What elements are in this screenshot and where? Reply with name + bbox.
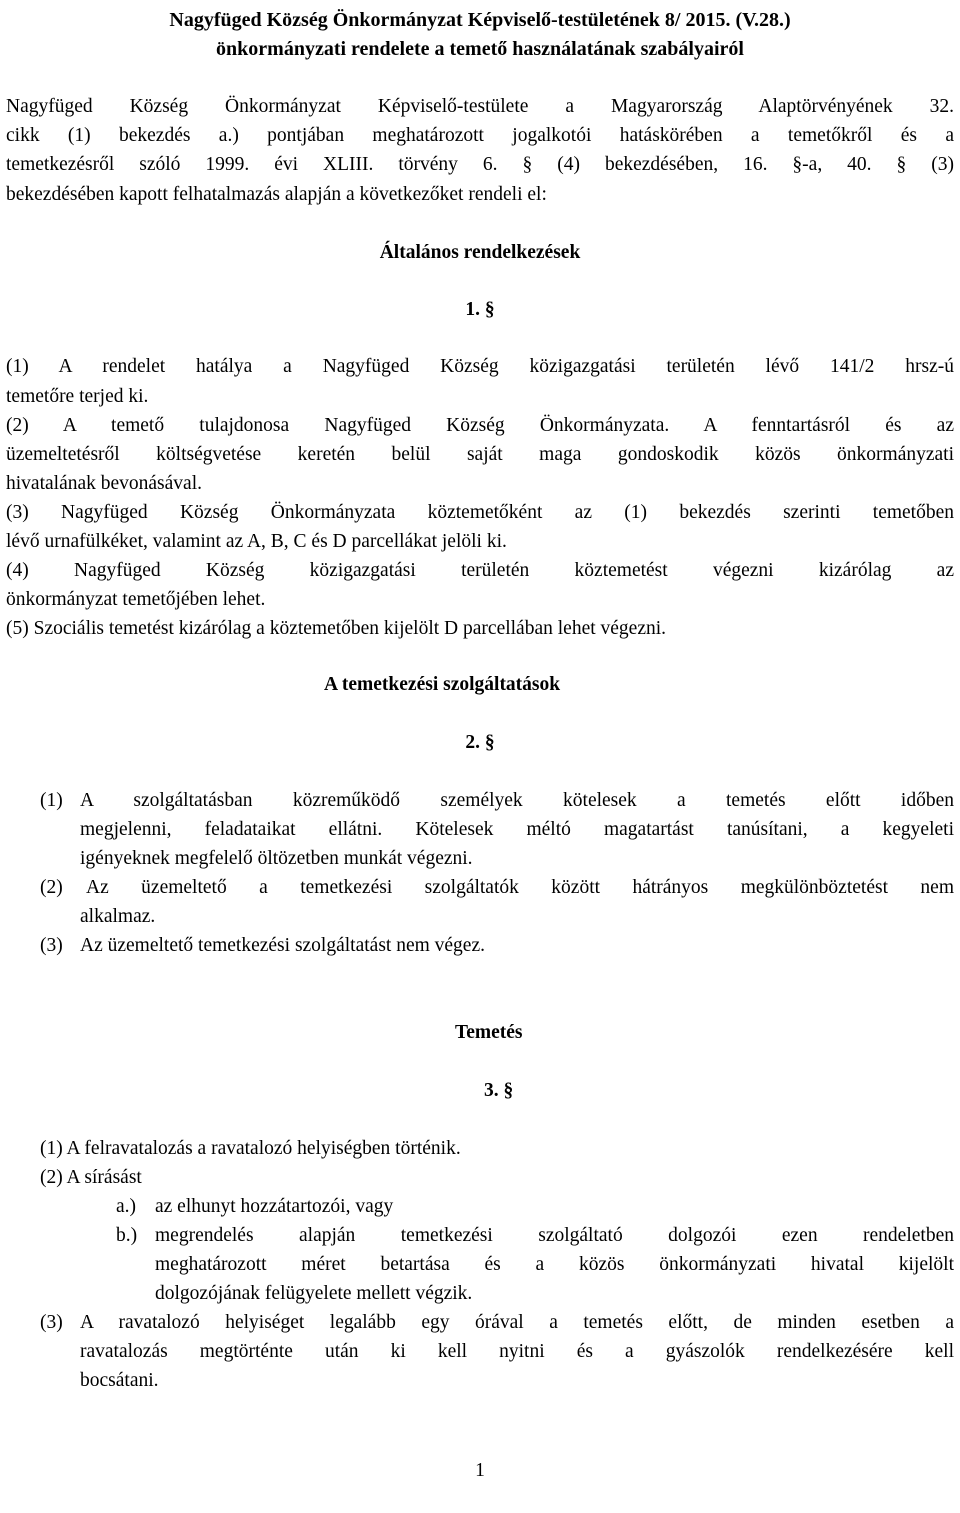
section-1-line-7: lévő urnafülkéket, valamint az A, B, C és D parcellákat jelöli ki. <box>6 531 507 552</box>
document-title-line-1: Nagyfüged Község Önkormányzat Képviselő-testületének 8/ 2015. (V.28.) <box>169 9 791 31</box>
section-2-item-2-line-1: Az üzemeltető a temetkezési szolgáltatók között hátrányos megkülönböztetést nem <box>86 877 954 898</box>
page-number: 1 <box>475 1460 485 1481</box>
section-1-line-3: (2) A temető tulajdonosa Nagyfüged Község Önkormányzata. A fenntartásról és az <box>6 415 954 436</box>
section-1-line-2: temetőre terjed ki. <box>6 386 149 407</box>
section-1-line-4: üzemeltetésről költségvetése keretén belül saját maga gondoskodik közös önkormányzati <box>6 444 954 465</box>
section-3-sub-a-label: a.) <box>116 1196 137 1217</box>
section-3-item-2: (2) A sírásást <box>40 1167 142 1188</box>
section-1-line-9: önkormányzat temetőjében lehet. <box>6 589 266 610</box>
section-3-item-3-line-2: ravatalozás megtörténte után ki kell nyitni és a gyászolók rendelkezésére kell <box>80 1341 954 1362</box>
section-1-line-1: (1) A rendelet hatálya a Nagyfüged Község közigazgatási területén lévő 141/2 hrsz-ú <box>6 356 954 377</box>
section-3-item-1: (1) A felravatalozás a ravatalozó helyiségben történik. <box>40 1138 461 1159</box>
section-3-item-3-label: (3) <box>40 1312 63 1333</box>
section-2-item-2-line-2: alkalmaz. <box>80 906 156 927</box>
section-3-heading: Temetés <box>455 1022 523 1043</box>
document-title-line-2: önkormányzati rendelete a temető használatának szabályairól <box>216 38 744 60</box>
section-2-item-3-label: (3) <box>40 935 63 956</box>
preamble-line-2: cikk (1) bekezdés a.) pontjában meghatározott jogalkotói hatáskörében a temetőkről és a <box>6 125 954 146</box>
section-3-sub-a: az elhunyt hozzátartozói, vagy <box>155 1196 394 1217</box>
section-2-heading: A temetkezési szolgáltatások <box>324 674 561 695</box>
section-1-number: 1. § <box>465 299 495 320</box>
section-2-number: 2. § <box>465 732 495 753</box>
section-3-item-3-line-3: bocsátani. <box>80 1370 159 1391</box>
preamble-line-4: bekezdésében kapott felhatalmazás alapján a következőket rendeli el: <box>6 184 547 205</box>
section-2-item-1-line-1: A szolgáltatásban közreműködő személyek kötelesek a temetés előtt időben <box>80 790 954 811</box>
section-3-sub-b-line-2: meghatározott méret betartása és a közös önkormányzati hivatal kijelölt <box>155 1254 954 1275</box>
section-3-item-3-line-1: A ravatalozó helyiséget legalább egy órával a temetés előtt, de minden esetben a <box>80 1312 954 1333</box>
preamble-line-1: Nagyfüged Község Önkormányzat Képviselő-testülete a Magyarország Alaptörvényének 32. <box>6 96 954 117</box>
section-2-item-1-line-2: megjelenni, feladataikat ellátni. Kötelesek méltó magatartást tanúsítani, a kegyeleti <box>80 819 954 840</box>
section-3-number: 3. § <box>484 1080 514 1101</box>
section-2-item-1-line-3: igényeknek megfelelő öltözetben munkát végezni. <box>80 848 473 869</box>
section-3-sub-b-line-1: megrendelés alapján temetkezési szolgáltató dolgozói ezen rendeletben <box>155 1225 954 1246</box>
section-2-item-1-label: (1) <box>40 790 63 811</box>
preamble-line-3: temetkezésről szóló 1999. évi XLIII. törvény 6. § (4) bekezdésében, 16. §-a, 40. § (3) <box>6 154 954 175</box>
section-1-heading: Általános rendelkezések <box>379 242 581 263</box>
section-1-line-6: (3) Nagyfüged Község Önkormányzata köztemetőként az (1) bekezdés szerinti temetőben <box>6 502 954 523</box>
section-2-item-3-line-1: Az üzemeltető temetkezési szolgáltatást nem végez. <box>80 935 485 956</box>
section-3-sub-b-label: b.) <box>116 1225 138 1246</box>
section-3-sub-b-line-3: dolgozójának felügyelete mellett végzik. <box>155 1283 473 1304</box>
section-1-line-10: (5) Szociális temetést kizárólag a köztemetőben kijelölt D parcellában lehet végezni. <box>6 618 667 639</box>
section-2-item-2-label: (2) <box>40 877 63 898</box>
section-1-line-8: (4) Nagyfüged Község közigazgatási területén köztemetést végezni kizárólag az <box>6 560 954 581</box>
section-1-line-5: hivatalának bevonásával. <box>6 473 202 494</box>
